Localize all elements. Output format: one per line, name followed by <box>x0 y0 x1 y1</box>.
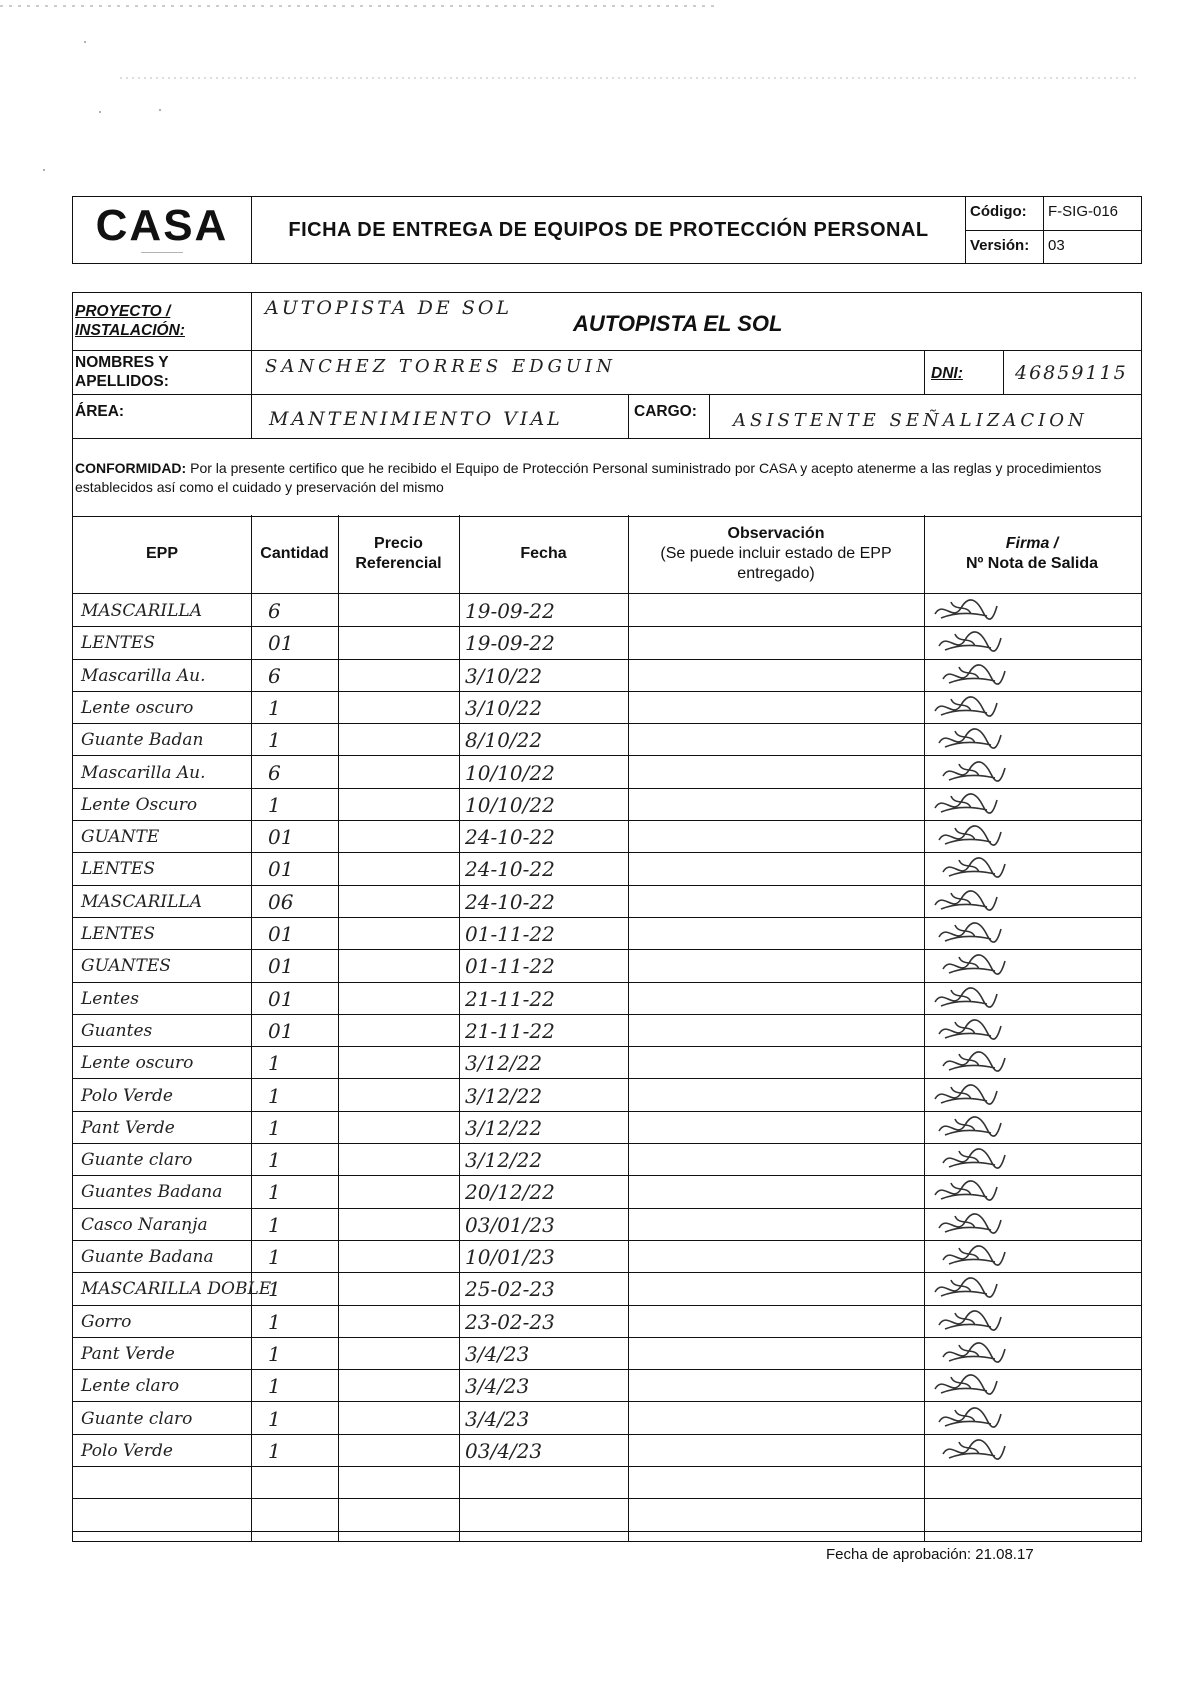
cell-epp: MASCARILLA <box>81 891 202 912</box>
signature-icon <box>931 1274 1001 1302</box>
cell-epp: LENTES <box>81 924 155 944</box>
cell-fecha: 01-11-22 <box>465 954 555 979</box>
cell-fecha: 03/4/23 <box>465 1438 543 1463</box>
cell-epp: GUANTES <box>81 956 171 977</box>
cell-fecha: 19-09-22 <box>465 599 555 623</box>
table-row <box>73 1337 1141 1370</box>
table-header <box>73 515 1141 594</box>
cell-cantidad: 01 <box>268 1018 294 1043</box>
table-row <box>73 691 1141 724</box>
col-header-epp: EPP <box>145 545 178 562</box>
signature-icon <box>939 854 1009 882</box>
table-row <box>73 1240 1141 1273</box>
logo-wordmark: CASA <box>95 201 229 250</box>
area-row <box>73 394 1141 439</box>
names-value: SANCHEZ TORRES EDGUIN <box>265 356 616 377</box>
employee-info <box>72 292 1142 517</box>
signature-icon <box>931 693 1001 721</box>
table-row <box>73 949 1141 982</box>
cell-cantidad: 1 <box>268 1148 281 1173</box>
cell-epp: Gorro <box>81 1311 132 1332</box>
cell-cantidad: 01 <box>268 986 294 1011</box>
cell-epp: LENTES <box>81 633 155 654</box>
col-header-fecha: Fecha <box>520 545 567 562</box>
cell-cantidad: 1 <box>268 1374 281 1399</box>
cell-fecha: 3/4/23 <box>465 1374 530 1399</box>
cell-epp: Guante Badan <box>81 730 204 751</box>
table-row <box>73 1079 1141 1112</box>
signature-icon <box>931 1177 1001 1205</box>
version-label: Versión: <box>966 231 1044 264</box>
table-row <box>73 1014 1141 1047</box>
cell-cantidad: 1 <box>268 792 281 817</box>
conformity-statement <box>75 459 1135 497</box>
dni-value: 46859115 <box>1015 362 1128 384</box>
cell-fecha: 01-11-22 <box>465 922 555 946</box>
cell-epp: MASCARILLA DOBLE <box>81 1279 272 1300</box>
form-title: FICHA DE ENTREGA DE EQUIPOS DE PROTECCIÓN PERSONAL <box>252 197 966 263</box>
cell-epp: Lente claro <box>81 1376 180 1397</box>
cell-epp: Pant Verde <box>81 1343 175 1364</box>
cell-fecha: 21-11-22 <box>465 986 555 1011</box>
cell-epp: Guante Badana <box>81 1247 214 1267</box>
cell-cantidad: 01 <box>268 825 294 850</box>
cell-epp: Pant Verde <box>81 1117 175 1138</box>
cell-epp <box>81 1498 249 1530</box>
cell-cantidad: 1 <box>268 695 281 720</box>
col-header-precio: Precio Referencial <box>355 535 442 572</box>
signature-icon <box>931 1371 1001 1399</box>
cell-cantidad: 6 <box>268 663 281 688</box>
dni-label: DNI: <box>931 365 963 382</box>
cell-fecha: 3/12/22 <box>465 1083 543 1108</box>
cell-cantidad: 01 <box>268 631 294 656</box>
project-name: AUTOPISTA EL SOL <box>573 311 783 336</box>
cell-cantidad: 1 <box>268 1051 281 1076</box>
col-header-firma: Firma / Nº Nota de Salida <box>965 535 1099 572</box>
cell-fecha: 24-10-22 <box>465 889 555 914</box>
cell-cantidad: 1 <box>268 1115 281 1140</box>
cell-epp: Guante claro <box>81 1150 193 1171</box>
cell-epp <box>81 1466 249 1498</box>
cell-epp: Lente oscuro <box>81 1053 194 1074</box>
version-value: 03 <box>1048 236 1065 254</box>
cell-fecha: 3/10/22 <box>465 695 543 720</box>
cell-fecha: 3/4/23 <box>465 1406 530 1431</box>
cell-fecha: 10/01/23 <box>465 1245 555 1269</box>
cell-cantidad: 1 <box>268 1277 281 1302</box>
table-row <box>73 788 1141 821</box>
signature-icon <box>935 725 1005 753</box>
signature-icon <box>935 1210 1005 1238</box>
cell-fecha: 3/12/22 <box>465 1051 543 1076</box>
table-row <box>73 1208 1141 1241</box>
cell-fecha <box>465 1498 625 1530</box>
cell-cantidad: 1 <box>268 1083 281 1108</box>
project-row <box>73 293 1141 351</box>
conformity-text: Por la presente certifico que he recibido el Equipo de Protección Personal suministrado por CASA y acepto atenerme a las reglas y procedimientos establecidos así como el cuidado y preservación del mismo <box>75 460 1102 495</box>
cell-cantidad: 1 <box>268 1180 281 1205</box>
signature-icon <box>931 596 1001 624</box>
signature-icon <box>931 790 1001 818</box>
conformity-label: CONFORMIDAD: <box>75 460 187 476</box>
names-label: NOMBRES Y APELLIDOS: <box>75 354 169 390</box>
table-row <box>73 1272 1141 1305</box>
logo-tagline: ——————— <box>141 250 183 256</box>
doc-code-box <box>966 197 1141 263</box>
cell-cantidad <box>268 1466 336 1498</box>
cell-fecha: 3/10/22 <box>465 663 543 688</box>
cell-cantidad: 06 <box>268 889 294 914</box>
cargo-label: CARGO: <box>634 403 697 420</box>
cell-fecha: 3/12/22 <box>465 1148 543 1173</box>
signature-icon <box>931 887 1001 915</box>
signature-icon <box>935 1113 1005 1141</box>
cell-epp: Mascarilla Au. <box>81 762 206 783</box>
cell-cantidad <box>268 1498 336 1530</box>
names-row <box>73 350 1141 395</box>
cell-epp: Guantes <box>81 1020 153 1041</box>
cell-fecha: 03/01/23 <box>465 1212 555 1237</box>
project-label: PROYECTO / INSTALACIÓN: <box>75 303 185 339</box>
scan-noise <box>0 0 1200 200</box>
project-handwritten: AUTOPISTA DE SOL <box>265 297 513 319</box>
signature-icon <box>939 1048 1009 1076</box>
cell-fecha: 24-10-22 <box>465 857 555 882</box>
signature-icon <box>939 1436 1009 1464</box>
table-row <box>73 1111 1141 1144</box>
cell-cantidad: 01 <box>268 857 294 882</box>
table-row <box>73 1434 1141 1467</box>
table-row <box>73 1402 1141 1435</box>
table-row <box>73 1369 1141 1402</box>
table-row <box>73 626 1141 659</box>
signature-icon <box>935 628 1005 656</box>
cell-fecha: 19-09-22 <box>465 631 555 656</box>
signature-icon <box>935 1016 1005 1044</box>
cell-epp: Casco Naranja <box>81 1214 208 1235</box>
table-row <box>73 1143 1141 1176</box>
signature-icon <box>935 822 1005 850</box>
cell-cantidad: 1 <box>268 1245 281 1269</box>
cell-fecha: 20/12/22 <box>465 1180 555 1205</box>
cell-epp: Lentes <box>81 988 139 1009</box>
cell-cantidad: 1 <box>268 1341 281 1366</box>
cell-epp: GUANTE <box>81 827 160 848</box>
table-row <box>73 852 1141 885</box>
cell-fecha: 3/12/22 <box>465 1115 543 1140</box>
signature-icon <box>939 1145 1009 1173</box>
cell-fecha: 10/10/22 <box>465 760 555 785</box>
signature-icon <box>939 1242 1009 1270</box>
cell-cantidad: 1 <box>268 1438 281 1463</box>
cell-epp: LENTES <box>81 859 155 880</box>
table-row <box>73 917 1141 950</box>
signature-icon <box>939 758 1009 786</box>
area-value: MANTENIMIENTO VIAL <box>269 408 563 430</box>
cell-epp: Polo Verde <box>81 1440 173 1461</box>
approval-date: Fecha de aprobación: 21.08.17 <box>826 1546 1034 1563</box>
cell-fecha: 21-11-22 <box>465 1018 555 1043</box>
cell-cantidad: 01 <box>268 922 294 946</box>
cell-epp: Guantes Badana <box>81 1182 223 1203</box>
code-value: F-SIG-016 <box>1048 203 1119 220</box>
cell-fecha: 10/10/22 <box>465 792 555 817</box>
area-label: ÁREA: <box>75 403 125 420</box>
cell-epp: Lente Oscuro <box>81 794 198 815</box>
cell-cantidad: 01 <box>268 954 294 979</box>
signature-icon <box>931 1081 1001 1109</box>
cell-cantidad: 1 <box>268 1309 281 1334</box>
signature-icon <box>935 1307 1005 1335</box>
table-row <box>73 1498 1141 1531</box>
table-row <box>73 1046 1141 1079</box>
table-row <box>73 982 1141 1015</box>
signature-icon <box>931 984 1001 1012</box>
code-label: Código: <box>966 197 1044 230</box>
signature-icon <box>939 661 1009 689</box>
table-row <box>73 756 1141 789</box>
col-header-observacion: Observación (Se puede incluir estado de EPP entregado) <box>660 525 892 582</box>
cell-epp: Polo Verde <box>81 1085 173 1106</box>
table-row <box>73 594 1141 627</box>
cell-cantidad: 1 <box>268 1212 281 1237</box>
cell-cantidad: 1 <box>268 1406 281 1431</box>
logo <box>73 197 252 263</box>
signature-icon <box>939 951 1009 979</box>
cell-epp: Mascarilla Au. <box>81 665 206 686</box>
col-header-cantidad: Cantidad <box>260 545 329 562</box>
cell-fecha: 25-02-23 <box>465 1277 555 1302</box>
table-row <box>73 1175 1141 1208</box>
table-row <box>73 659 1141 692</box>
table-row <box>73 1305 1141 1338</box>
signature-icon <box>935 1404 1005 1432</box>
table-row <box>73 885 1141 918</box>
form-header <box>72 196 1142 264</box>
cargo-value: ASISTENTE SEÑALIZACION <box>733 410 1088 431</box>
cell-cantidad: 6 <box>268 599 281 623</box>
cell-epp: Lente oscuro <box>81 697 194 718</box>
signature-icon <box>935 919 1005 947</box>
cell-epp: MASCARILLA <box>81 601 202 621</box>
cell-fecha <box>465 1466 625 1498</box>
cell-cantidad: 1 <box>268 728 281 753</box>
signature-icon <box>939 1339 1009 1367</box>
epp-table <box>72 515 1142 1542</box>
table-row <box>73 820 1141 853</box>
cell-fecha: 3/4/23 <box>465 1341 530 1366</box>
cell-epp: Guante claro <box>81 1408 193 1429</box>
cell-fecha: 23-02-23 <box>465 1309 555 1334</box>
cell-cantidad: 6 <box>268 760 281 785</box>
cell-fecha: 8/10/22 <box>465 728 543 753</box>
table-row <box>73 723 1141 756</box>
cell-fecha: 24-10-22 <box>465 825 555 850</box>
table-row <box>73 1466 1141 1499</box>
